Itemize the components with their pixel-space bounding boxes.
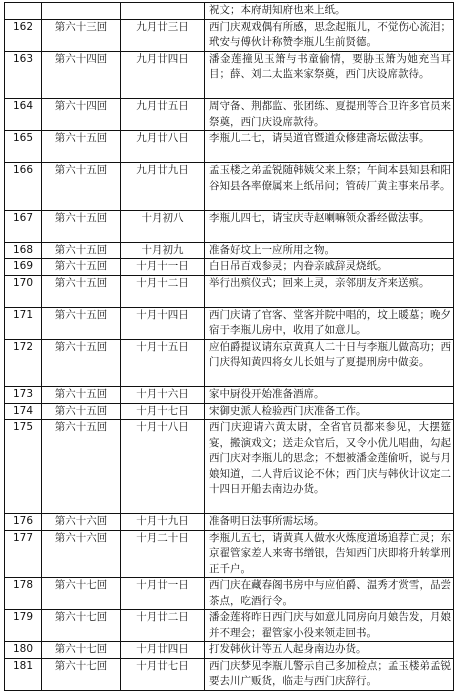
event-cell: 西门庆在藏春阁书房中与应伯爵、温秀才赏雪，品尝茶点，吃酒行令。 [205, 578, 454, 610]
row-number: 177 [5, 530, 42, 578]
event-cell: 潘金莲将昨日西门庆与如意儿同房向月娘告发，月娘并不理会；翟管家小役来领走回书。 [205, 610, 454, 642]
event-cell: 举行出殡仪式；回来上灵，亲邻朋友齐来送殡。 [205, 275, 454, 307]
table-row [5, 610, 454, 642]
table-row [5, 658, 454, 690]
chapter-cell: 第六十五回 [42, 131, 121, 163]
chapter-cell: 第六十五回 [42, 339, 121, 387]
chapter-cell: 第六十五回 [42, 420, 121, 514]
table-row [5, 514, 454, 531]
chapter-cell: 第六十五回 [42, 387, 121, 404]
table-row [5, 99, 454, 131]
event-cell: 准备明日法事所需坛场。 [205, 514, 454, 531]
event-cell: 家中厨役开始准备酒席。 [205, 387, 454, 404]
event-cell: 西门庆迎请六黄太尉，全省官员都来参见，大摆筵宴，搬演戏文；送走众官后，又令小优儿唱曲，勾起西门庆对李瓶儿的思念；不想被潘金莲偷听，说与月娘知道，二人背后议论不休；西门庆与韩伙计议定二十四日开船去南边办货。 [205, 420, 454, 514]
row-number: 180 [5, 642, 42, 659]
date-cell: 十月十九日 [121, 514, 205, 531]
row-number [5, 3, 42, 20]
chapter-cell: 第六十七回 [42, 610, 121, 642]
date-cell: 九月廿八日 [121, 131, 205, 163]
date-cell: 十月十四日 [121, 307, 205, 339]
date-cell: 十月十一日 [121, 259, 205, 276]
chapter-cell: 第六十四回 [42, 51, 121, 99]
chapter-cell: 第六十三回 [42, 19, 121, 51]
table-row [5, 403, 454, 420]
chapter-cell: 第六十五回 [42, 210, 121, 242]
row-number: 162 [5, 19, 42, 51]
row-number: 167 [5, 210, 42, 242]
table-row [5, 210, 454, 242]
table-row [5, 19, 454, 51]
row-number: 178 [5, 578, 42, 610]
chapter-cell [42, 3, 121, 20]
event-cell: 孟玉楼之弟孟锐随韩姨父来上祭；午间本县知县和阳谷知县各率僚属来上纸吊问；管砖厂黄主事来吊孝。 [205, 163, 454, 211]
table-row [5, 642, 454, 659]
date-cell [121, 3, 205, 20]
table-row [5, 242, 454, 259]
date-cell: 十月十五日 [121, 339, 205, 387]
row-number: 164 [5, 99, 42, 131]
event-cell: 李瓶儿四七，请宝庆寺赵喇嘛领众番经做法事。 [205, 210, 454, 242]
event-cell: 西门庆梦见李瓶儿警示自己多加检点；孟玉楼弟孟锐要去川广贩货，临走与西门庆辞行。 [205, 658, 454, 690]
event-cell: 打发韩伙计等五人起身南边办货。 [205, 642, 454, 659]
chapter-cell: 第六十五回 [42, 242, 121, 259]
event-cell: 白日吊百戏参灵；内眷亲戚辞灵烧纸。 [205, 259, 454, 276]
row-number: 163 [5, 51, 42, 99]
table-row [5, 163, 454, 211]
chapter-cell: 第六十五回 [42, 275, 121, 307]
event-cell: 应伯爵提议请东京黄真人二十日与李瓶儿做高功；西门庆得知黄四将女儿长姐与了夏提刑房中做妾。 [205, 339, 454, 387]
event-cell: 周守备、荆都监、张团练、夏提刑等合卫许多官员来祭奠，西门庆设席款待。 [205, 99, 454, 131]
row-number: 174 [5, 403, 42, 420]
chapter-cell: 第六十七回 [42, 658, 121, 690]
table-row [5, 131, 454, 163]
row-number: 170 [5, 275, 42, 307]
date-cell: 十月初九 [121, 242, 205, 259]
table-row [5, 259, 454, 276]
date-cell: 九月廿三日 [121, 19, 205, 51]
row-number: 168 [5, 242, 42, 259]
row-number: 165 [5, 131, 42, 163]
row-number: 166 [5, 163, 42, 211]
table-row [5, 578, 454, 610]
table-row [5, 307, 454, 339]
date-cell: 十月廿二日 [121, 610, 205, 642]
table-body [5, 3, 454, 691]
row-number: 181 [5, 658, 42, 690]
chapter-cell: 第六十五回 [42, 403, 121, 420]
row-number: 173 [5, 387, 42, 404]
chapter-cell: 第六十四回 [42, 99, 121, 131]
table-row [5, 3, 454, 20]
chapter-cell: 第六十五回 [42, 307, 121, 339]
row-number: 169 [5, 259, 42, 276]
chapter-cell: 第六十七回 [42, 642, 121, 659]
date-cell: 九月廿四日 [121, 51, 205, 99]
row-number: 176 [5, 514, 42, 531]
chapter-cell: 第六十七回 [42, 578, 121, 610]
event-cell: 李瓶儿五七，请黄真人做水火炼度道场追荐亡灵；东京翟管家差人来寄书缯银，告知西门庆即将升转掌刑正千户。 [205, 530, 454, 578]
event-cell: 李瓶儿二七，请吴道官暨道众修建斋坛做法事。 [205, 131, 454, 163]
table-row [5, 387, 454, 404]
event-cell: 祝文；本府胡知府也来上纸。 [205, 3, 454, 20]
chapter-cell: 第六十六回 [42, 530, 121, 578]
row-number: 179 [5, 610, 42, 642]
chapter-cell: 第六十六回 [42, 514, 121, 531]
event-cell: 西门庆请了官客、堂客并院中唱的，坟上暖墓；晚夕宿于李瓶儿房中，收用了如意儿。 [205, 307, 454, 339]
event-cell: 潘金莲撞见玉箫与书童偷情，要胁玉箫为她充当耳目；薛、刘二太监来家祭奠，西门庆设席款待。 [205, 51, 454, 99]
date-cell: 十月十六日 [121, 387, 205, 404]
event-cell: 西门庆观戏偶有所感，思念起瓶儿，不觉伤心流泪；玳安与傅伙计称赞李瓶儿生前贤德。 [205, 19, 454, 51]
date-cell: 十月廿一日 [121, 578, 205, 610]
date-cell: 十月廿七日 [121, 658, 205, 690]
date-cell: 十月二十日 [121, 530, 205, 578]
date-cell: 九月廿九日 [121, 163, 205, 211]
chronology-table [4, 2, 454, 691]
event-cell: 准备好坟上一应所用之物。 [205, 242, 454, 259]
table-row [5, 275, 454, 307]
chapter-cell: 第六十五回 [42, 259, 121, 276]
date-cell: 九月廿五日 [121, 99, 205, 131]
row-number: 175 [5, 420, 42, 514]
table-row [5, 339, 454, 387]
event-cell: 宋御史派人检验西门庆准备工作。 [205, 403, 454, 420]
table-row [5, 530, 454, 578]
row-number: 172 [5, 339, 42, 387]
date-cell: 十月十二日 [121, 275, 205, 307]
row-number: 171 [5, 307, 42, 339]
date-cell: 十月初八 [121, 210, 205, 242]
date-cell: 十月廿四日 [121, 642, 205, 659]
chapter-cell: 第六十五回 [42, 163, 121, 211]
date-cell: 十月十八日 [121, 420, 205, 514]
date-cell: 十月十七日 [121, 403, 205, 420]
table-row [5, 51, 454, 99]
table-row [5, 420, 454, 514]
